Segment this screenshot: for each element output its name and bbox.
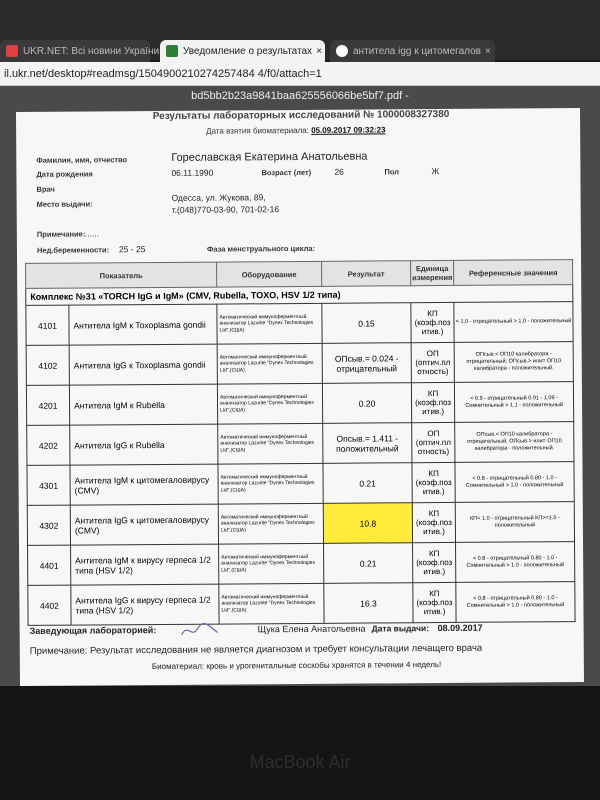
unit: КП (коэф.поз итив.) bbox=[412, 462, 455, 502]
storage-note: Биоматериал: кровь и урогенитальные соскобы хранятся в течении 4 недель! bbox=[151, 660, 442, 672]
ukrnet-favicon-icon bbox=[6, 45, 18, 57]
tab-notification[interactable] bbox=[160, 40, 325, 62]
note-value: ...... bbox=[84, 228, 100, 239]
unit: ОП (оптич.пл отность) bbox=[412, 422, 455, 462]
browser-tab-bar bbox=[0, 0, 600, 60]
tab-ukrnet[interactable] bbox=[0, 40, 160, 62]
table-row bbox=[27, 462, 574, 506]
equipment: Автоматический иммуноферментный анализатор Lazurite "Dynex Technologies Ltd",(США) bbox=[218, 423, 323, 464]
mail-favicon-icon bbox=[166, 45, 178, 57]
sex-label: Пол bbox=[384, 167, 400, 177]
url-text: il.ukr.net/desktop#readmsg/1504900210274257484 4/f0/attach=1 bbox=[4, 67, 322, 80]
pregnancy-value: 25 - 25 bbox=[118, 244, 146, 255]
pdf-page bbox=[16, 108, 584, 686]
results-table bbox=[25, 259, 576, 626]
test-name: Антитела IgM к Rubella bbox=[69, 384, 217, 425]
close-tab-icon[interactable]: × bbox=[485, 45, 491, 57]
tab-label: Уведомление о результатах bbox=[183, 45, 313, 57]
table-row bbox=[26, 302, 573, 346]
reference: < 0.8 - отрицательный 0.80 - 1.0 - Сомнительный > 1.0 - положительный bbox=[456, 542, 575, 583]
tab-label: антитела igg к цитомегалов bbox=[353, 45, 481, 57]
unit: КП (коэф.поз итив.) bbox=[411, 382, 454, 422]
lab-head-name: Щука Елена Анатольевна bbox=[257, 623, 366, 635]
reference: < 1.0 - отрицательный > 1.0 - положительный bbox=[454, 302, 573, 343]
name-label: Фамилия, имя, отчество bbox=[36, 155, 128, 165]
test-name: Антитела IgG к цитомегаловирусу (CMV) bbox=[70, 504, 218, 545]
complex-title: Комплекс №31 «TORCH IgG и IgM» (CMV, Rubella, TOXO, HSV 1/2 типа) bbox=[26, 285, 573, 306]
table-row bbox=[27, 422, 574, 466]
patient-name: Гореславская Екатерина Анатольевна bbox=[171, 150, 368, 164]
reference: < 0.9 - отрицательный 0.91 - 1.09 - Сомнительный > 1.1 - положительный bbox=[455, 382, 574, 423]
result: 0.20 bbox=[322, 383, 411, 424]
table-row bbox=[26, 382, 573, 426]
unit: КП (коэф.поз итив.) bbox=[412, 502, 455, 542]
table-row bbox=[28, 542, 575, 586]
google-favicon-icon bbox=[336, 45, 348, 57]
unit: КП (коэф.поз итив.) bbox=[413, 582, 456, 622]
sample-date-label: Дата взятия биоматериала: bbox=[206, 125, 309, 136]
unit: ОП (оптич.пл отность) bbox=[411, 342, 454, 382]
laptop-brand-label: MacBook Air bbox=[249, 752, 351, 772]
result: ОПсыв.= 0.024 - отрицательный bbox=[322, 343, 411, 384]
cycle-label: Фаза менструального цикла: bbox=[206, 243, 316, 254]
close-tab-icon[interactable]: × bbox=[316, 45, 322, 57]
test-code: 4401 bbox=[28, 545, 71, 585]
equipment: Автоматический иммуноферментный анализатор Lazurite "Dynex Technologies Ltd",(США) bbox=[218, 463, 323, 504]
test-name: Антитела IgG к Rubella bbox=[70, 424, 218, 465]
test-code: 4301 bbox=[27, 465, 70, 505]
equipment: Автоматический иммуноферментный анализатор Lazurite "Dynex Technologies Ltd",(США) bbox=[217, 383, 322, 424]
reference: ОПсыв.< ОП10 калибратора - отрицательный; ОПсыв.> или= ОП10 калибратора - положительный. bbox=[455, 422, 574, 463]
test-name: Антитела IgG к Toxoplasma gondii bbox=[69, 344, 217, 385]
result: 16.3 bbox=[324, 583, 413, 624]
test-name: Антитела IgG к вирусу герпеса 1/2 типа (HSV 1/2) bbox=[71, 584, 219, 625]
result: 0.21 bbox=[324, 543, 413, 584]
doc-title: Результаты лабораторных исследований № 1000008327380 bbox=[152, 108, 450, 123]
col-header: Результат bbox=[322, 261, 411, 287]
equipment: Автоматический иммуноферментный анализатор Lazurite "Dynex Technologies Ltd",(США) bbox=[217, 343, 322, 384]
table-row bbox=[28, 582, 575, 626]
col-header: Показатель bbox=[26, 262, 217, 288]
phones-line: т.(048)770-03-90, 701-02-16 bbox=[171, 204, 280, 215]
table-row bbox=[26, 342, 573, 386]
unit: КП (коэф.поз итив.) bbox=[413, 542, 456, 582]
issue-date-value: 08.09.2017 bbox=[437, 622, 483, 634]
sample-date bbox=[206, 125, 385, 135]
test-code: 4201 bbox=[26, 385, 69, 425]
lab-head-label: Заведующая лабораторией: bbox=[29, 625, 157, 636]
reference: КП< 1.0 - отрицательный КП>=1.0 - положительный bbox=[455, 502, 574, 543]
reference: < 0.8 - отрицательный 0.80 - 1.0 - Сомнительный > 1.0 - положительный bbox=[455, 462, 574, 503]
result-highlighted: 10.8 bbox=[323, 503, 412, 544]
sample-date-value: 05.09.2017 09:32:23 bbox=[311, 125, 386, 135]
note-label: Примечание: bbox=[36, 229, 86, 239]
equipment: Автоматический иммуноферментный анализатор Lazurite "Dynex Technologies Ltd",(США) bbox=[218, 503, 323, 544]
disclaimer: Примечание: Результат исследования не является диагнозом и требует консультации лечащего врача bbox=[29, 642, 483, 657]
result: 0.21 bbox=[323, 463, 412, 504]
result: 0.15 bbox=[322, 303, 411, 344]
test-name: Антитела IgM к цитомегаловирусу (CMV) bbox=[70, 464, 218, 505]
test-name: Антитела IgM к Toxoplasma gondii bbox=[69, 304, 217, 345]
signature bbox=[180, 621, 220, 641]
dob-value: 06.11.1990 bbox=[171, 167, 214, 178]
equipment: Автоматический иммуноферментный анализатор Lazurite "Dynex Technologies Ltd",(США) bbox=[219, 543, 324, 584]
equipment: Автоматический иммуноферментный анализатор Lazurite "Dynex Technologies Ltd",(США) bbox=[217, 303, 322, 344]
test-code: 4202 bbox=[27, 425, 70, 465]
reference: ОПсыв.< ОП10 калибратора - отрицательный; ОПсыв.> или= ОП10 калибратора - положительный. bbox=[454, 342, 573, 383]
laptop-bezel bbox=[0, 686, 600, 800]
test-code: 4102 bbox=[26, 345, 69, 385]
sex-value: Ж bbox=[431, 166, 440, 177]
doctor-label: Врач bbox=[36, 184, 55, 194]
test-code: 4101 bbox=[26, 305, 69, 345]
col-header: Референсные значения bbox=[454, 260, 573, 286]
address-line: Одесса, ул. Жукова, 89, bbox=[171, 192, 266, 203]
table-row bbox=[27, 502, 574, 546]
pregnancy-label: Нед.беременности: bbox=[36, 245, 110, 255]
issue-place-label: Место выдачи: bbox=[36, 199, 93, 209]
tab-label: UKR.NET: Всі новини України bbox=[23, 45, 160, 57]
pdf-filename: bd5bb2b23a9841baa625556066be5bf7.pdf - bbox=[191, 90, 409, 102]
issue-date-label: Дата выдачи: bbox=[371, 623, 430, 634]
col-header: Единица измерения bbox=[411, 260, 454, 285]
age-value: 26 bbox=[334, 166, 344, 177]
test-code: 4302 bbox=[27, 505, 70, 545]
address-bar[interactable] bbox=[0, 62, 600, 86]
test-name: Антитела IgM к вирусу герпеса 1/2 типа (HSV 1/2) bbox=[71, 544, 219, 585]
tab-google-search[interactable] bbox=[330, 40, 495, 62]
col-header: Оборудование bbox=[217, 261, 322, 287]
test-code: 4402 bbox=[28, 585, 71, 625]
result: Опсыв.= 1.411 - положительный bbox=[323, 423, 412, 464]
equipment: Автоматический иммуноферментный анализатор Lazurite "Dynex Technologies Ltd",(США) bbox=[219, 583, 324, 624]
age-label: Возраст (лет) bbox=[261, 167, 312, 178]
dob-label: Дата рождения bbox=[36, 169, 93, 179]
unit: КП (коэф.поз итив.) bbox=[411, 302, 454, 342]
reference: < 0.8 - отрицательный 0.80 - 1.0 - Сомнительный > 1.0 - положительный bbox=[456, 582, 575, 623]
